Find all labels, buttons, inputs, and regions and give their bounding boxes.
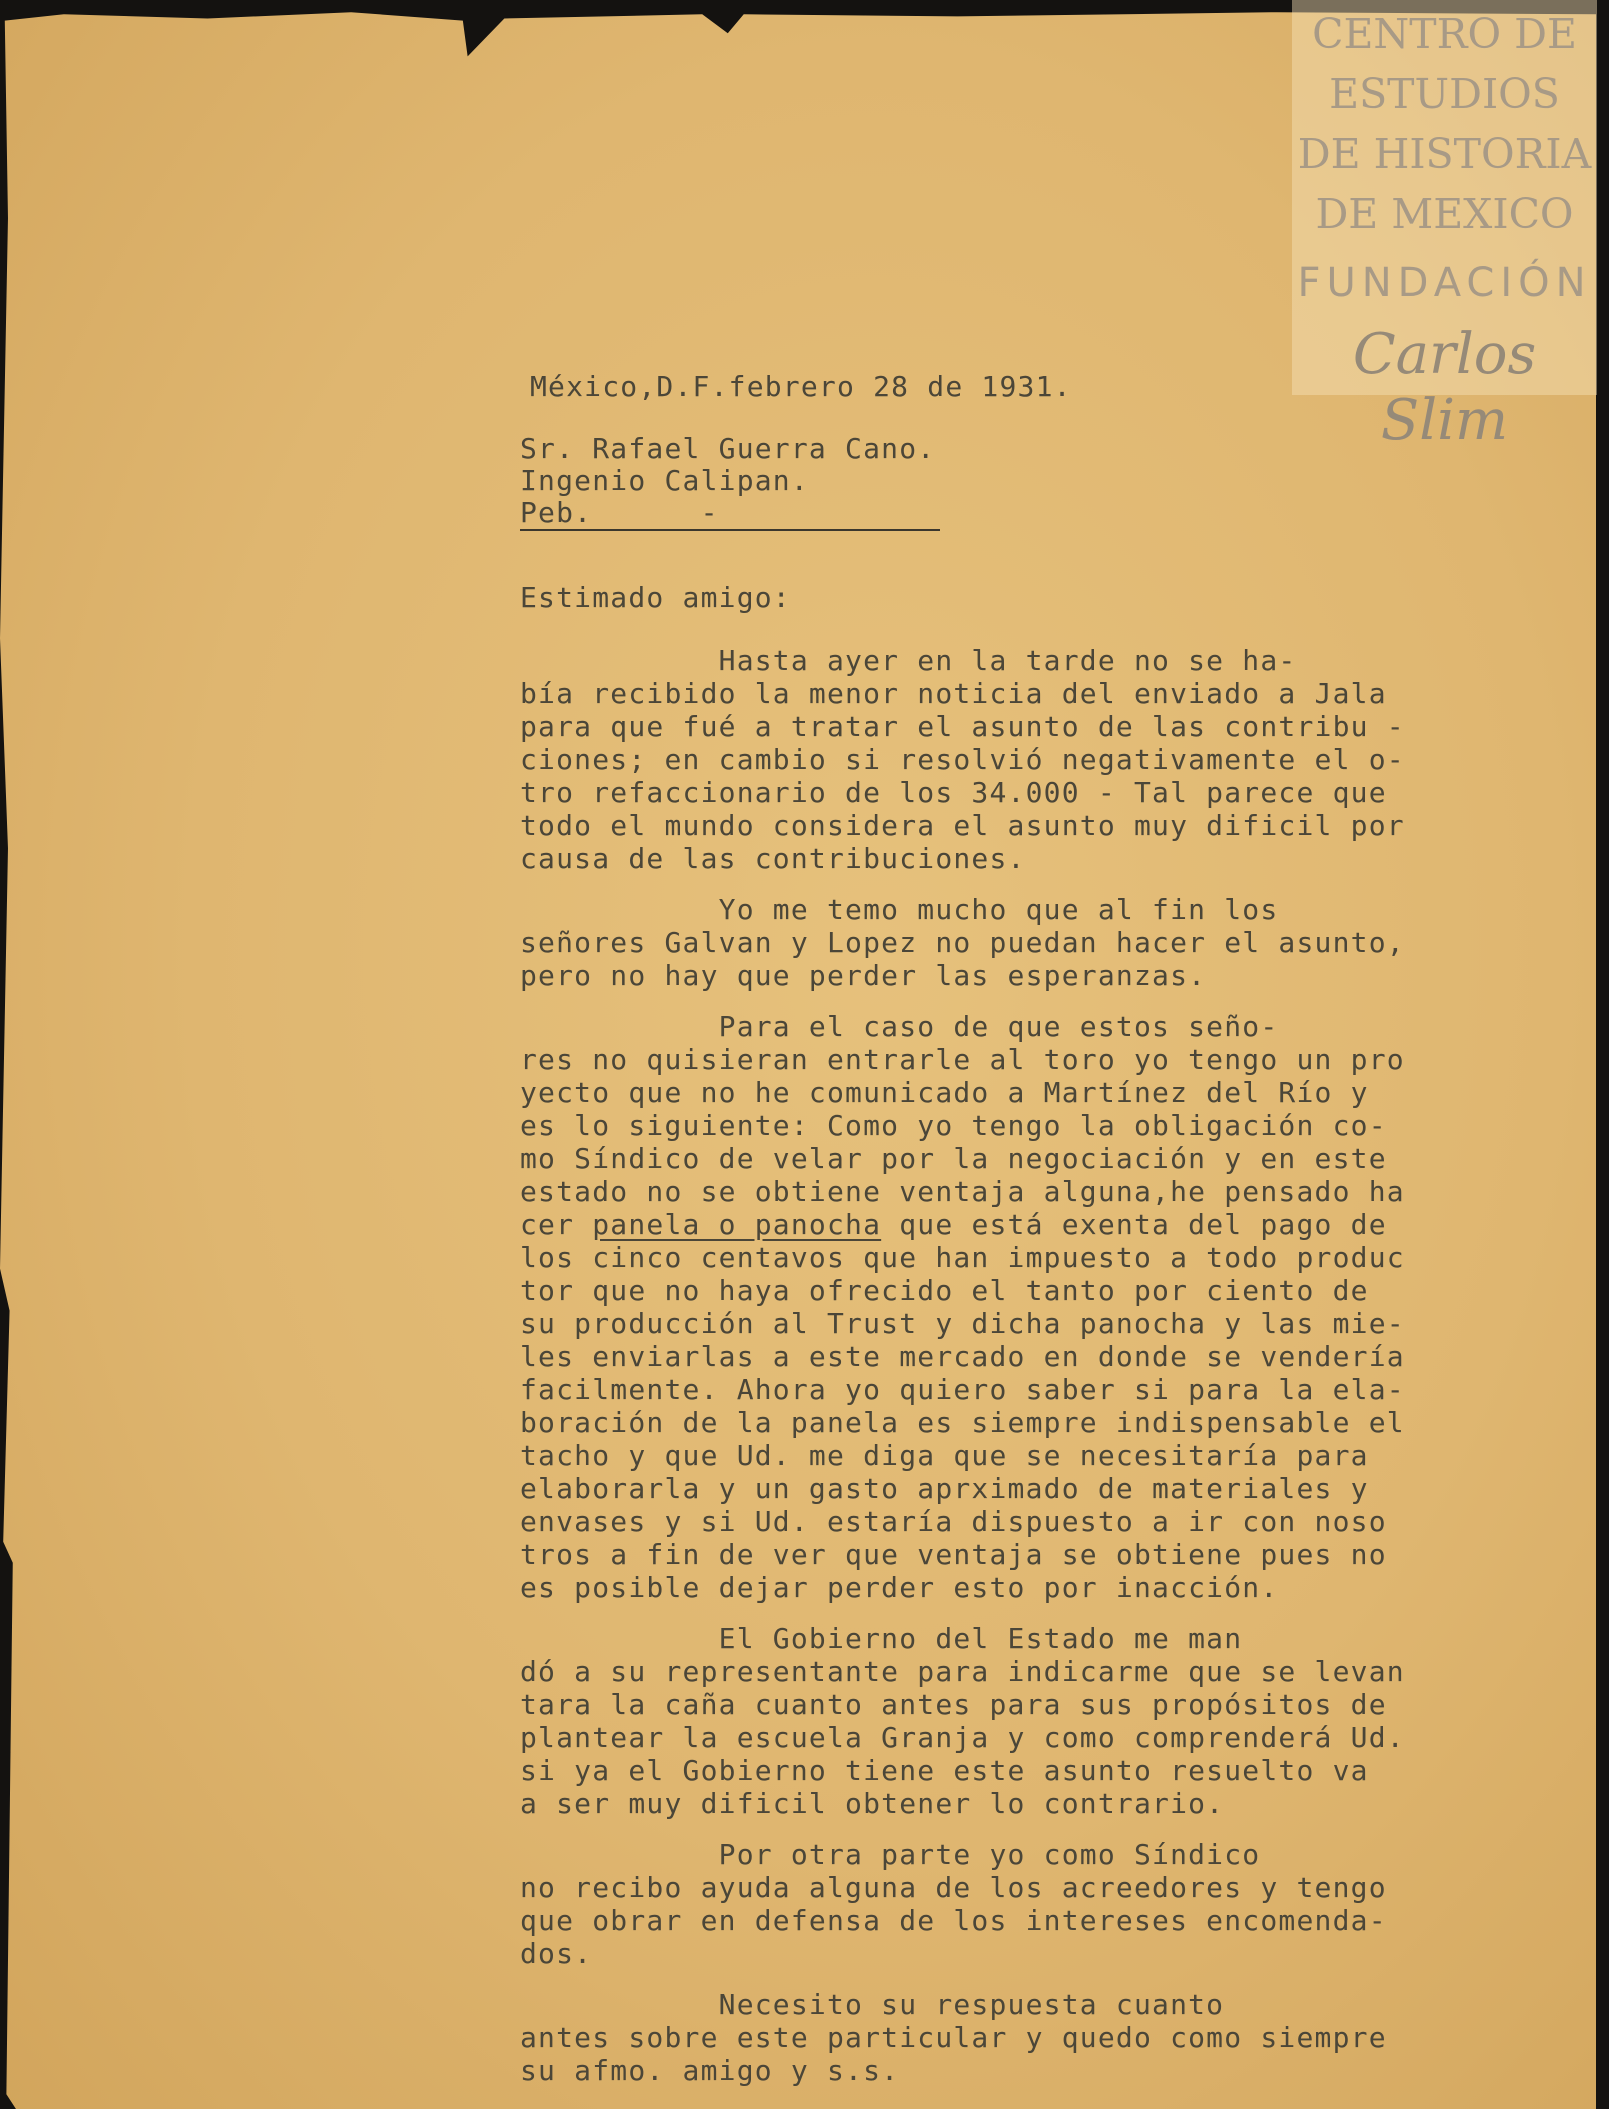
letter-paragraph [520, 893, 1520, 992]
addressee-line: Ingenio Calipan. [520, 464, 809, 497]
letter-line: antes sobre este particular y quedo como siempre [520, 2021, 1387, 2054]
letter-line: a ser muy dificil obtener lo contrario. [520, 1787, 1225, 1820]
typewritten-letter [520, 370, 1520, 2087]
letter-paragraph [520, 1010, 1520, 1604]
letter-line: los cinco centavos que han impuesto a todo produc [520, 1241, 1405, 1274]
letter-line: si ya el Gobierno tiene este asunto resuelto va [520, 1754, 1369, 1787]
watermark-line-4: DE MEXICO [1315, 190, 1574, 238]
letter-line: dos. [520, 1937, 593, 1970]
line-segment: que está exenta del pago de [881, 1208, 1387, 1241]
letter-line: bía recibido la menor noticia del enviado a Jala [520, 677, 1387, 710]
letter-line: facilmente. Ahora yo quiero saber si para la ela- [520, 1373, 1405, 1406]
watermark-foundation: FUNDACIÓN [1297, 260, 1592, 306]
watermark-line-2: ESTUDIOS [1329, 70, 1560, 118]
letter-line: Para el caso de que estos seño- [520, 1010, 1279, 1043]
letter-line: es posible dejar perder esto por inacción. [520, 1571, 1279, 1604]
letter-line: estado no se obtiene ventaja alguna,he pensado ha [520, 1175, 1405, 1208]
letter-line: para que fué a tratar el asunto de las contribu - [520, 710, 1405, 743]
addressee-block [520, 433, 1520, 531]
letter-line: res no quisieran entrarle al toro yo tengo un pro [520, 1043, 1405, 1076]
letter-line: dó a su representante para indicarme que se levan [520, 1655, 1405, 1688]
letter-line: que obrar en defensa de los intereses encomenda- [520, 1904, 1387, 1937]
letter-date: México,D.F.febrero 28 de 1931. [530, 370, 1072, 403]
underlined-phrase: panela o panocha [592, 1208, 882, 1241]
letter-line: no recibo ayuda alguna de los acreedores y tengo [520, 1871, 1387, 1904]
addressee-line: Peb. - [520, 496, 719, 529]
letter-paragraph [520, 1622, 1520, 1820]
letter-line: El Gobierno del Estado me man [520, 1622, 1243, 1655]
letter-line: les enviarlas a este mercado en donde se vendería [520, 1340, 1405, 1373]
letter-line: señores Galvan y Lopez no puedan hacer el asunto, [520, 926, 1405, 959]
letter-line: Yo me temo mucho que al fin los [520, 893, 1279, 926]
letter-line: plantear la escuela Granja y como comprenderá Ud. [520, 1721, 1405, 1754]
line-segment: cer [520, 1208, 593, 1241]
watermark-signature: Carlos Slim [1352, 322, 1537, 453]
letter-line: elaborarla y un gasto aprximado de materiales y [520, 1472, 1369, 1505]
letter-line: tro refaccionario de los 34.000 - Tal parece que [520, 776, 1387, 809]
letter-line: tara la caña cuanto antes para sus propósitos de [520, 1688, 1387, 1721]
salutation: Estimado amigo: [520, 581, 791, 614]
letter-paragraph [520, 644, 1520, 875]
letter-line: su producción al Trust y dicha panocha y las mie- [520, 1307, 1405, 1340]
letter-line: boración de la panela es siempre indispensable el [520, 1406, 1405, 1439]
watermark-line-3: DE HISTORIA [1297, 130, 1592, 178]
letter-line: pero no hay que perder las esperanzas. [520, 959, 1207, 992]
letter-line: su afmo. amigo y s.s. [520, 2054, 900, 2087]
letter-line: tacho y que Ud. me diga que se necesitaría para [520, 1439, 1369, 1472]
letter-line: yecto que no he comunicado a Martínez del Río y [520, 1076, 1369, 1109]
letter-paragraph [520, 1988, 1520, 2087]
letter-line: tor que no haya ofrecido el tanto por ciento de [520, 1274, 1369, 1307]
letter-line: todo el mundo considera el asunto muy dificil por [520, 809, 1405, 842]
letter-body [520, 644, 1520, 2087]
letter-paragraph [520, 1838, 1520, 1970]
letter-line: Hasta ayer en la tarde no se ha- [520, 644, 1297, 677]
addressee-underline [520, 529, 940, 531]
letter-line-underlined [520, 1208, 1520, 1241]
letter-line: Necesito su respuesta cuanto [520, 1988, 1225, 2021]
addressee-line: Sr. Rafael Guerra Cano. [520, 432, 936, 465]
letter-line: ciones; en cambio si resolvió negativamente el o- [520, 743, 1405, 776]
watermark-line-1: CENTRO DE [1312, 10, 1577, 58]
letter-line: Por otra parte yo como Síndico [520, 1838, 1261, 1871]
archive-watermark [1292, 0, 1597, 453]
letter-line: mo Síndico de velar por la negociación y en este [520, 1142, 1387, 1175]
letter-line: es lo siguiente: Como yo tengo la obligación co- [520, 1109, 1387, 1142]
letter-line: envases y si Ud. estaría dispuesto a ir con noso [520, 1505, 1387, 1538]
letter-line: causa de las contribuciones. [520, 842, 1026, 875]
letter-line: tros a fin de ver que ventaja se obtiene pues no [520, 1538, 1387, 1571]
